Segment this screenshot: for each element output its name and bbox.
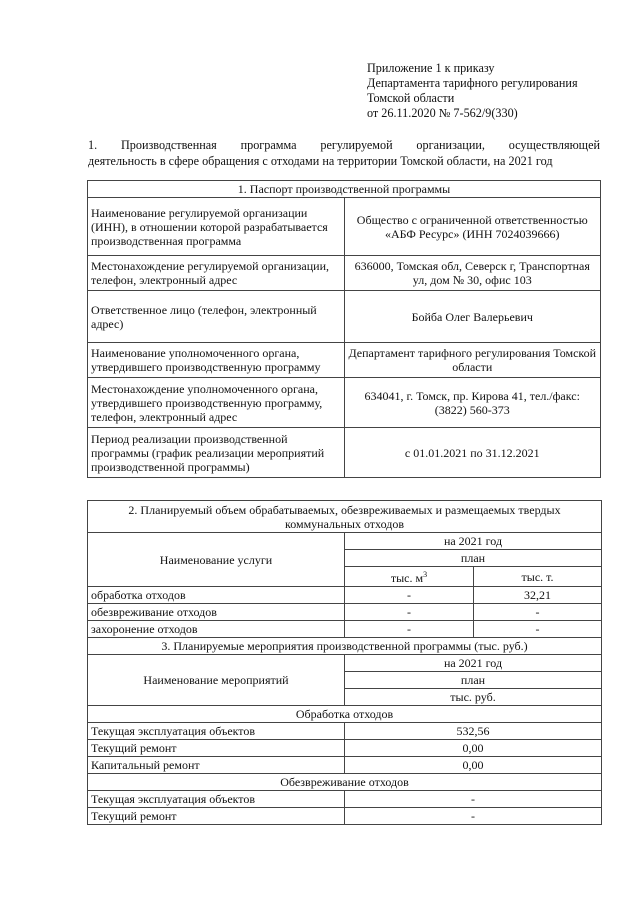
- passport-value: 636000, Томская обл, Северск г, Транспортная ул, дом № 30, офис 103: [344, 256, 601, 291]
- service-value: -: [345, 604, 474, 621]
- service-value: -: [474, 621, 602, 638]
- unit-header: тыс. т.: [474, 567, 602, 587]
- heading-line: 1. Производственная программа регулируемой организации, осуществляющей: [88, 138, 600, 152]
- passport-value: Департамент тарифного регулирования Томской области: [344, 343, 601, 378]
- appendix-line: Департамента тарифного регулирования: [367, 76, 578, 90]
- measures-header: Наименование мероприятий: [88, 655, 345, 706]
- measure-value: -: [345, 808, 602, 825]
- passport-label: Ответственное лицо (телефон, электронный адрес): [88, 291, 345, 343]
- appendix-line: Томской области: [367, 91, 455, 105]
- passport-label: Местонахождение уполномоченного органа, утвердившего производственную программу, телефон, электронный адрес: [88, 378, 345, 428]
- passport-label: Период реализации производственной программы (график реализации мероприятий производственной программы): [88, 428, 345, 478]
- service-value: -: [345, 587, 474, 604]
- section-heading: Обработка отходов: [88, 706, 602, 723]
- measure-value: 0,00: [345, 740, 602, 757]
- appendix-line: Приложение 1 к приказу: [367, 61, 495, 75]
- passport-label: Наименование регулируемой организации (ИНН), в отношении которой разрабатывается производственная программа: [88, 198, 345, 256]
- measure-value: 0,00: [345, 757, 602, 774]
- service-header: Наименование услуги: [88, 533, 345, 587]
- passport-label: Местонахождение регулируемой организации, телефон, электронный адрес: [88, 256, 345, 291]
- year-header: на 2021 год: [345, 655, 602, 672]
- appendix-block: [367, 61, 578, 121]
- measure-value: 532,56: [345, 723, 602, 740]
- service-value: 32,21: [474, 587, 602, 604]
- plan-header: план: [345, 550, 602, 567]
- measure-name: Текущая эксплуатация объектов: [88, 791, 345, 808]
- document-heading: [88, 137, 600, 169]
- passport-title: 1. Паспорт производственной программы: [88, 181, 601, 198]
- passport-label: Наименование уполномоченного органа, утвердившего производственную программу: [88, 343, 345, 378]
- plan-header: план: [345, 672, 602, 689]
- passport-value: с 01.01.2021 по 31.12.2021: [344, 428, 601, 478]
- volumes-title: 2. Планируемый объем обрабатываемых, обезвреживаемых и размещаемых твердых коммунальных отходов: [88, 501, 602, 533]
- service-name: обезвреживание отходов: [88, 604, 345, 621]
- heading-line: деятельность в сфере обращения с отходами на территории Томской области, на 2021 год: [88, 154, 553, 168]
- measure-name: Текущий ремонт: [88, 740, 345, 757]
- year-header: на 2021 год: [345, 533, 602, 550]
- passport-value: 634041, г. Томск, пр. Кирова 41, тел./факс: (3822) 560-373: [344, 378, 601, 428]
- measures-title: 3. Планируемые мероприятия производственной программы (тыс. руб.): [88, 638, 602, 655]
- passport-table: [87, 180, 601, 478]
- measure-name: Текущая эксплуатация объектов: [88, 723, 345, 740]
- measure-value: -: [345, 791, 602, 808]
- passport-value: Общество с ограниченной ответственностью «АБФ Ресурс» (ИНН 7024039666): [344, 198, 601, 256]
- service-value: -: [345, 621, 474, 638]
- appendix-line: от 26.11.2020 № 7-562/9(330): [367, 106, 518, 120]
- unit-header: тыс. руб.: [345, 689, 602, 706]
- measure-name: Капитальный ремонт: [88, 757, 345, 774]
- passport-value: Бойба Олег Валерьевич: [344, 291, 601, 343]
- unit-header: тыс. $м^3$: [345, 567, 474, 587]
- service-name: захоронение отходов: [88, 621, 345, 638]
- service-name: обработка отходов: [88, 587, 345, 604]
- service-value: -: [474, 604, 602, 621]
- section-heading: Обезвреживание отходов: [88, 774, 602, 791]
- volumes-table: [87, 500, 602, 825]
- measure-name: Текущий ремонт: [88, 808, 345, 825]
